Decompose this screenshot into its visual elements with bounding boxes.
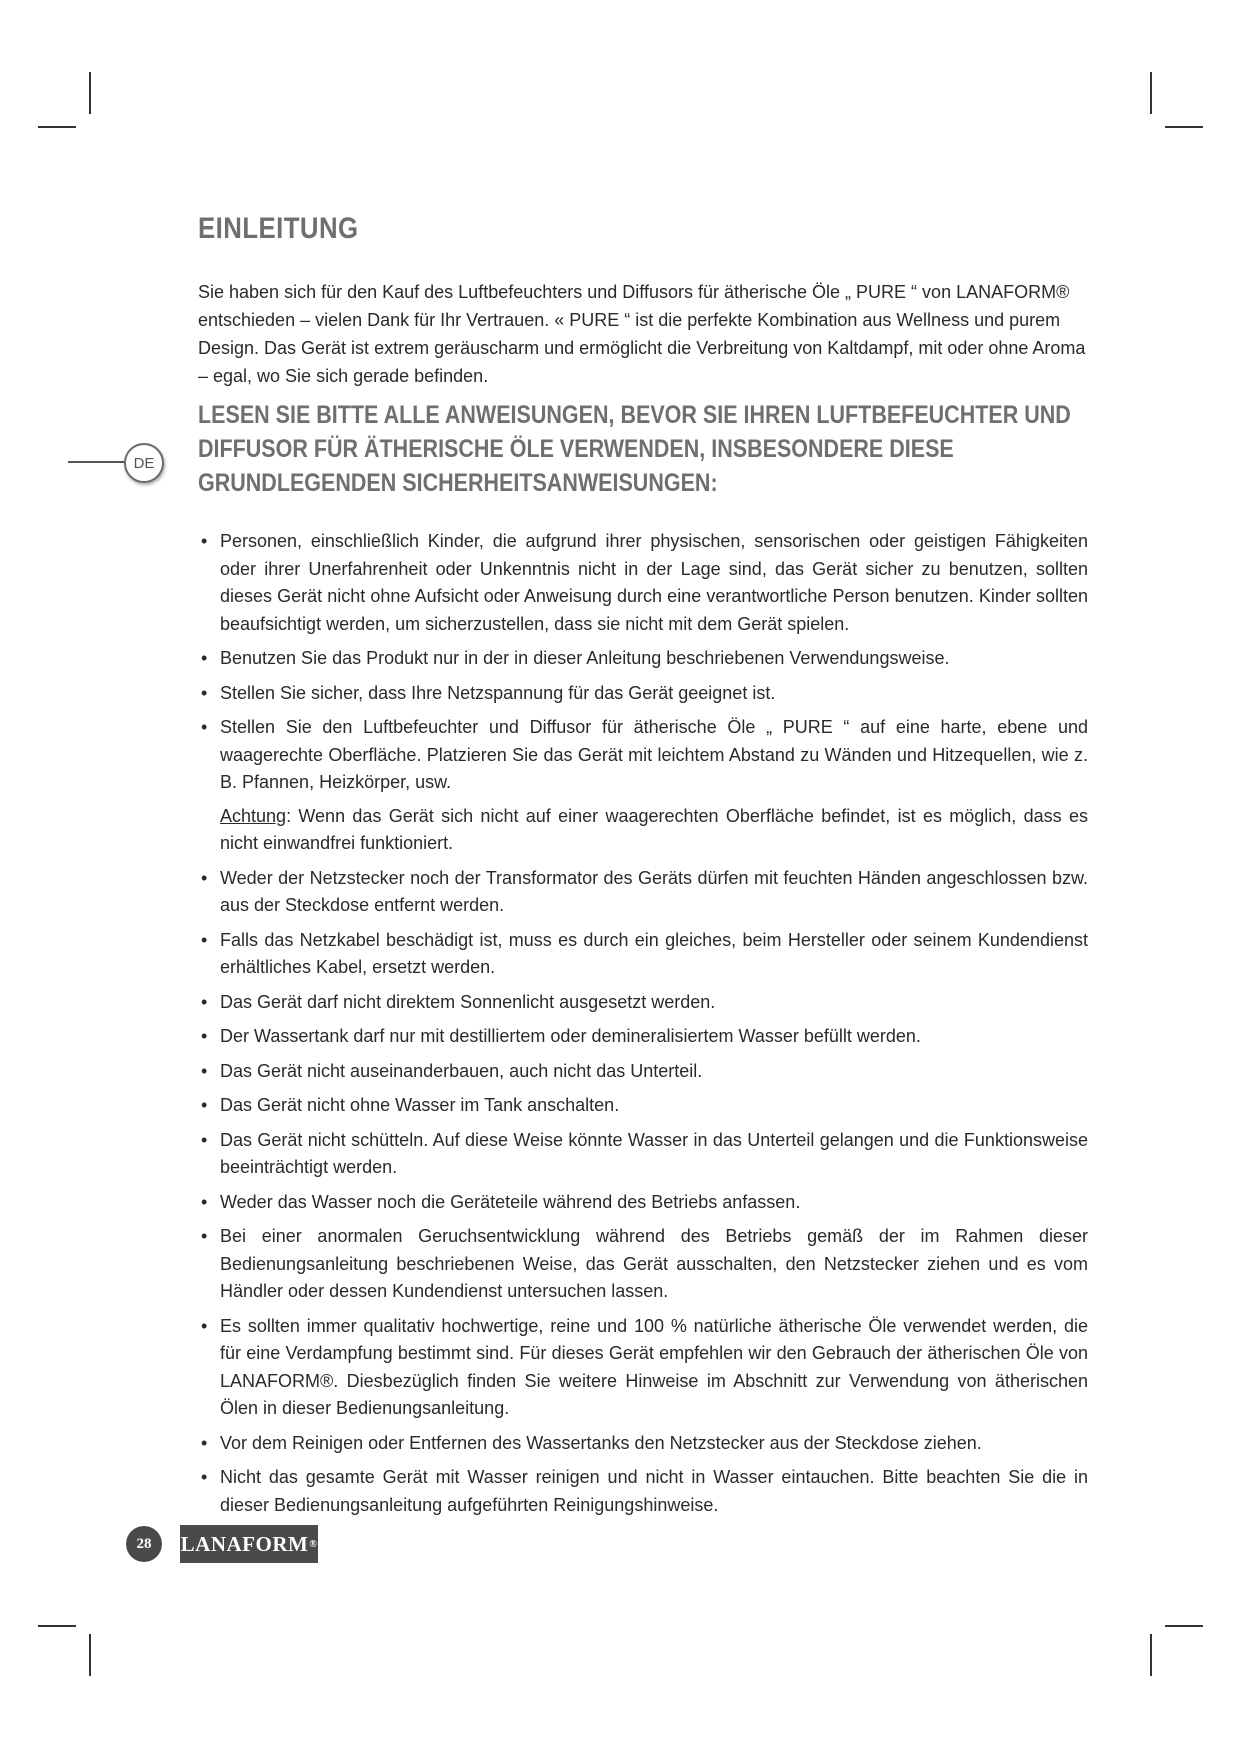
list-item: • Stellen Sie sicher, dass Ihre Netzspannung für das Gerät geeignet ist. — [198, 680, 1088, 708]
list-item: • Das Gerät darf nicht direktem Sonnenlicht ausgesetzt werden. — [198, 989, 1088, 1017]
warning-text: : Wenn das Gerät sich nicht auf einer waagerechten Oberfläche befindet, ist es möglich, dass es nicht einwandfrei funktioniert. — [220, 805, 1088, 853]
list-item: • Das Gerät nicht auseinanderbauen, auch nicht das Unterteil. — [198, 1058, 1088, 1086]
brand-registered-mark: ® — [309, 1538, 318, 1550]
crop-mark-bottom-left-horizontal — [38, 1625, 76, 1627]
page-number: 28 — [126, 1526, 162, 1562]
crop-mark-top-left-vertical — [89, 72, 91, 114]
list-item: • Benutzen Sie das Produkt nur in der in dieser Anleitung beschriebenen Verwendungsweise. — [198, 645, 1088, 673]
brand-name: LANAFORM — [180, 1531, 309, 1556]
list-item: • Das Gerät nicht schütteln. Auf diese Weise könnte Wasser in das Unterteil gelangen und die Funktionsweise beeinträchtigt werden. — [198, 1127, 1088, 1182]
list-item: • Der Wassertank darf nur mit destilliertem oder demineralisiertem Wasser befüllt werden. — [198, 1023, 1088, 1051]
list-item: • Weder der Netzstecker noch der Transformator des Geräts dürfen mit feuchten Händen angeschlossen bzw. aus der Steckdose entfernt werden. — [198, 865, 1088, 920]
warning-label: Achtung — [220, 805, 287, 826]
language-tab-line — [68, 461, 124, 463]
warning-note — [220, 803, 1088, 858]
intro-paragraph: Sie haben sich für den Kauf des Luftbefeuchters und Diffusors für ätherische Öle „ PURE “ von LANAFORM® entschieden – vielen Dank für Ihr Vertrauen. « PURE “ ist die perfekte Kombination aus Wellness und purem Design. Das Gerät ist extrem geräuscharm und ermöglicht die Verbreitung von Kaltdampf, mit oder ohne Aroma – egal, wo Sie sich gerade befinden. — [198, 282, 1086, 386]
list-item: • Falls das Netzkabel beschädigt ist, muss es durch ein gleiches, beim Hersteller oder seinem Kundendienst erhältliches Kabel, ersetzt werden. — [198, 927, 1088, 982]
page-footer — [126, 1524, 318, 1564]
crop-mark-bottom-left-vertical — [89, 1634, 91, 1676]
crop-mark-top-right-vertical — [1150, 72, 1152, 114]
section-title: EINLEITUNG — [198, 212, 359, 245]
safety-heading: LESEN SIE BITTE ALLE ANWEISUNGEN, BEVOR SIE IHREN LUFTBEFEUCHTER UND DIFFUSOR FÜR ÄTHERISCHE ÖLE VERWENDEN, INSBESONDERE DIESE GRUNDLEGENDEN SICHERHEITSANWEISUNGEN: — [198, 401, 1071, 497]
brand-logo — [180, 1525, 318, 1563]
list-item: • Stellen Sie den Luftbefeuchter und Diffusor für ätherische Öle „ PURE “ auf eine harte, ebene und waagerechte Oberfläche. Platzieren Sie das Gerät mit leichtem Abstand zu Wänden und Hitzequellen, wie z. B. Pfannen, Heizkörper, usw. Achtung: Wenn das Gerät sich nicht auf einer waagerechten Oberfläche befindet, ist es möglich, dass es nicht einwandfrei funktioniert. — [198, 714, 1088, 858]
list-item: • Weder das Wasser noch die Geräteteile während des Betriebs anfassen. — [198, 1189, 1088, 1217]
crop-mark-top-left-horizontal — [38, 126, 76, 128]
crop-mark-bottom-right-vertical — [1150, 1634, 1152, 1676]
list-item: • Personen, einschließlich Kinder, die aufgrund ihrer physischen, sensorischen oder geistigen Fähigkeiten oder ihrer Unerfahrenheit oder Unkenntnis nicht in der Lage sind, das Gerät sicher zu benutzen, sollten dieses Gerät nicht ohne Aufsicht oder Anweisung durch eine verantwortliche Person benutzen. Kinder sollten beaufsichtigt werden, um sicherzustellen, dass sie nicht mit dem Gerät spielen. — [198, 528, 1088, 638]
crop-mark-bottom-right-horizontal — [1165, 1625, 1203, 1627]
list-item: • Vor dem Reinigen oder Entfernen des Wassertanks den Netzstecker aus der Steckdose ziehen. — [198, 1430, 1088, 1458]
language-badge: DE — [124, 443, 164, 483]
list-item: • Bei einer anormalen Geruchsentwicklung während des Betriebs gemäß der im Rahmen dieser Bedienungsanleitung beschriebenen Weise, das Gerät ausschalten, den Netzstecker ziehen und es vom Händler oder dessen Kundendienst untersuchen lassen. — [198, 1223, 1088, 1306]
crop-mark-top-right-horizontal — [1165, 126, 1203, 128]
list-item: • Es sollten immer qualitativ hochwertige, reine und 100 % natürliche ätherische Öle verwendet werden, die für eine Verdampfung bestimmt sind. Für dieses Gerät empfehlen wir den Gebrauch der ätherischen Öle von LANAFORM®. Diesbezüglich finden Sie weitere Hinweise im Abschnitt zur Verwendung von ätherischen Ölen in dieser Bedienungsanleitung. — [198, 1313, 1088, 1423]
list-item: • Das Gerät nicht ohne Wasser im Tank anschalten. — [198, 1092, 1088, 1120]
safety-list — [198, 528, 1088, 1526]
list-item: • Nicht das gesamte Gerät mit Wasser reinigen und nicht in Wasser eintauchen. Bitte beachten Sie die in dieser Bedienungsanleitung aufgeführten Reinigungshinweise. — [198, 1464, 1088, 1519]
